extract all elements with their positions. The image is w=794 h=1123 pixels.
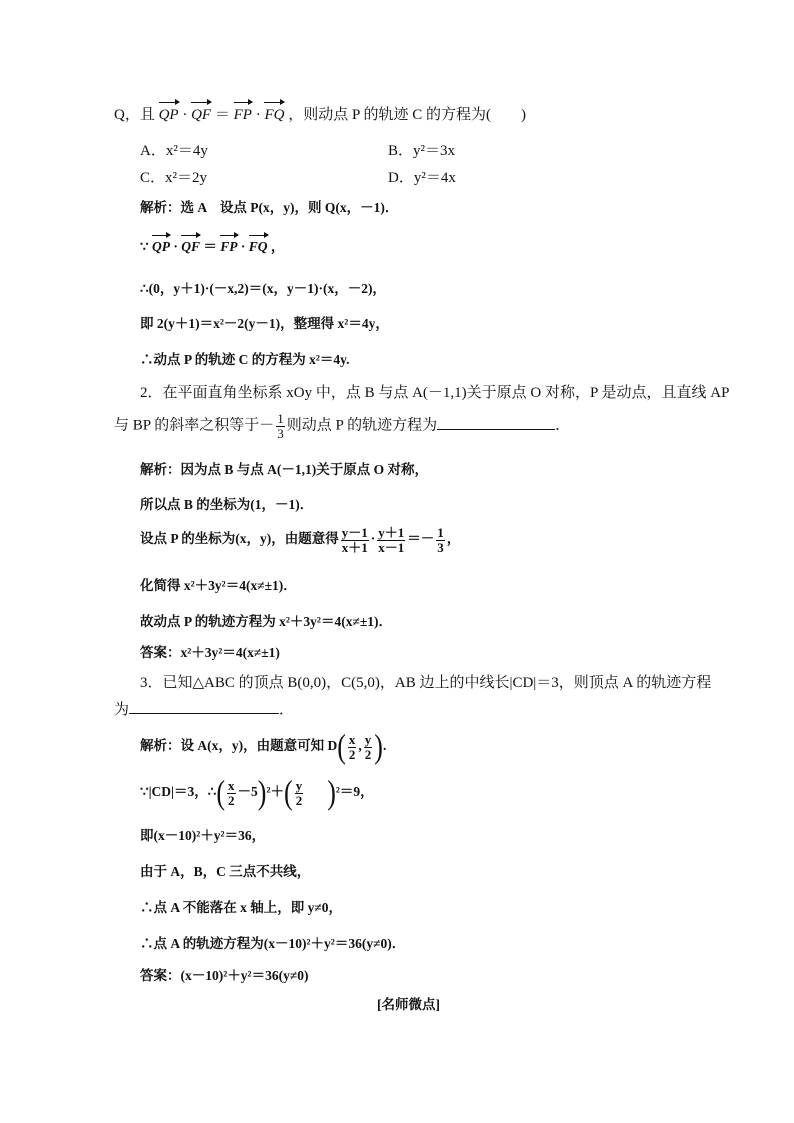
section-label: [名师微点]: [377, 997, 440, 1012]
q3-solution-line6: ∴点 A 的轨迹方程为(x－10)²＋y²＝36(y≠0)．: [140, 936, 406, 951]
q1-stem: Q，且 QP · QF ＝ FP · FQ ，则动点 P 的轨迹 C 的方程为( ): [114, 100, 526, 125]
q1-solution-line4: 即 2(y＋1)＝x²－2(y－1)，整理得 x²＝4y，: [140, 316, 389, 331]
q1-solution-line5: ∴动点 P 的轨迹 C 的方程为 x²＝4y.: [140, 352, 350, 367]
fraction-one-third: $\frac{1}{3}$: [277, 411, 284, 441]
q1-option-d: D．y²＝4x: [388, 170, 456, 186]
q3-solution-line3: 即(x－10)²＋y²＝36，: [140, 828, 266, 843]
fraction: $\frac{x}{2}$: [228, 778, 235, 808]
q2-answer: 答案：x²＋3y²＝4(x≠±1): [140, 645, 280, 660]
vector-qf: QF: [181, 233, 200, 256]
fraction: $\frac{y}{2}$: [364, 732, 372, 762]
vector-qf: QF: [191, 100, 211, 125]
q1-stem-start: Q，且: [114, 107, 155, 123]
fraction: $\frac{1}{3}$: [437, 525, 444, 555]
vector-fq: FQ: [264, 100, 284, 125]
q1-solution-line3: ∴(0，y＋1)·(－x,2)＝(x，y－1)·(x，－2)，: [140, 281, 386, 296]
q2-solution-line1: 解析：因为点 B 与点 A(－1,1)关于原点 O 对称，: [140, 462, 428, 477]
q3-answer: 答案：(x－10)²＋y²＝36(y≠0): [140, 968, 309, 983]
q1-stem-end: ，则动点 P 的轨迹 C 的方程为( ): [288, 107, 526, 123]
q2-solution-line4: 化简得 x²＋3y²＝4(x≠±1)．: [140, 578, 297, 593]
q1-option-a: A．x²＝4y: [140, 143, 208, 159]
vector-qp: QP: [152, 233, 170, 256]
q1-solution-line1: 解析：选 A 设点 P(x，y)，则 Q(x，－1)．: [140, 200, 399, 215]
q3-solution-line2: ∵|CD|＝3，∴( $\frac{x}{2}$ －5)²＋( $\frac{y}{2}$ )²＝9，: [140, 773, 374, 812]
vector-fp: FP: [220, 233, 237, 256]
fraction: $\frac{x}{2}$: [348, 732, 356, 762]
q1-solution-line2: ∵ QP · QF ＝ FP · FQ ，: [140, 233, 284, 256]
q2-stem-line2: 与 BP 的斜率之积等于－ $\frac{1}{3}$ 则动点 P 的轨迹方程为 ．: [114, 411, 571, 441]
q2-solution-line2: 所以点 B 的坐标为(1，－1)．: [140, 497, 314, 512]
q1-option-b: B．y²＝3x: [388, 143, 456, 159]
answer-blank: [437, 429, 555, 430]
q3-solution-line1: 解析：设 A(x，y)，由题意可知 D( $\frac{x}{2}$ , $\frac{y}{2}$ ).: [140, 727, 387, 766]
vector-qp: QP: [159, 100, 179, 125]
q3-solution-line4: 由于 A，B，C 三点不共线，: [140, 864, 311, 879]
q2-solution-line3: 设点 P 的坐标为(x，y)，由题意得 $\frac{y-1}{x+1}$ · $\frac{y+1}{x-1}$ ＝－ $\frac{1}{3}$ ，: [140, 525, 461, 555]
q2-stem-line1: 2．在平面直角坐标系 xOy 中，点 B 与点 A(－1,1)关于原点 O 对称，P 是动点，且直线 AP: [140, 385, 730, 401]
fraction: $\frac{y}{2}$: [295, 778, 303, 808]
fraction: $\frac{y-1}{x+1}$: [341, 525, 368, 555]
fraction: $\frac{y+1}{x-1}$: [378, 525, 405, 555]
q3-stem-line2: 为 ．: [114, 702, 295, 718]
q2-solution-line5: 故动点 P 的轨迹方程为 x²＋3y²＝4(x≠±1)．: [140, 614, 393, 629]
q3-solution-line5: ∴点 A 不能落在 x 轴上，即 y≠0，: [140, 900, 343, 915]
q3-stem-line1: 3．已知△ABC 的顶点 B(0,0)，C(5,0)，AB 边上的中线长|CD|＝3，则顶点 A 的轨迹方程: [140, 675, 712, 691]
vector-fq: FQ: [249, 233, 268, 256]
q1-option-c: C．x²＝2y: [140, 170, 208, 186]
vector-fp: FP: [234, 100, 252, 125]
answer-blank: [129, 713, 279, 714]
